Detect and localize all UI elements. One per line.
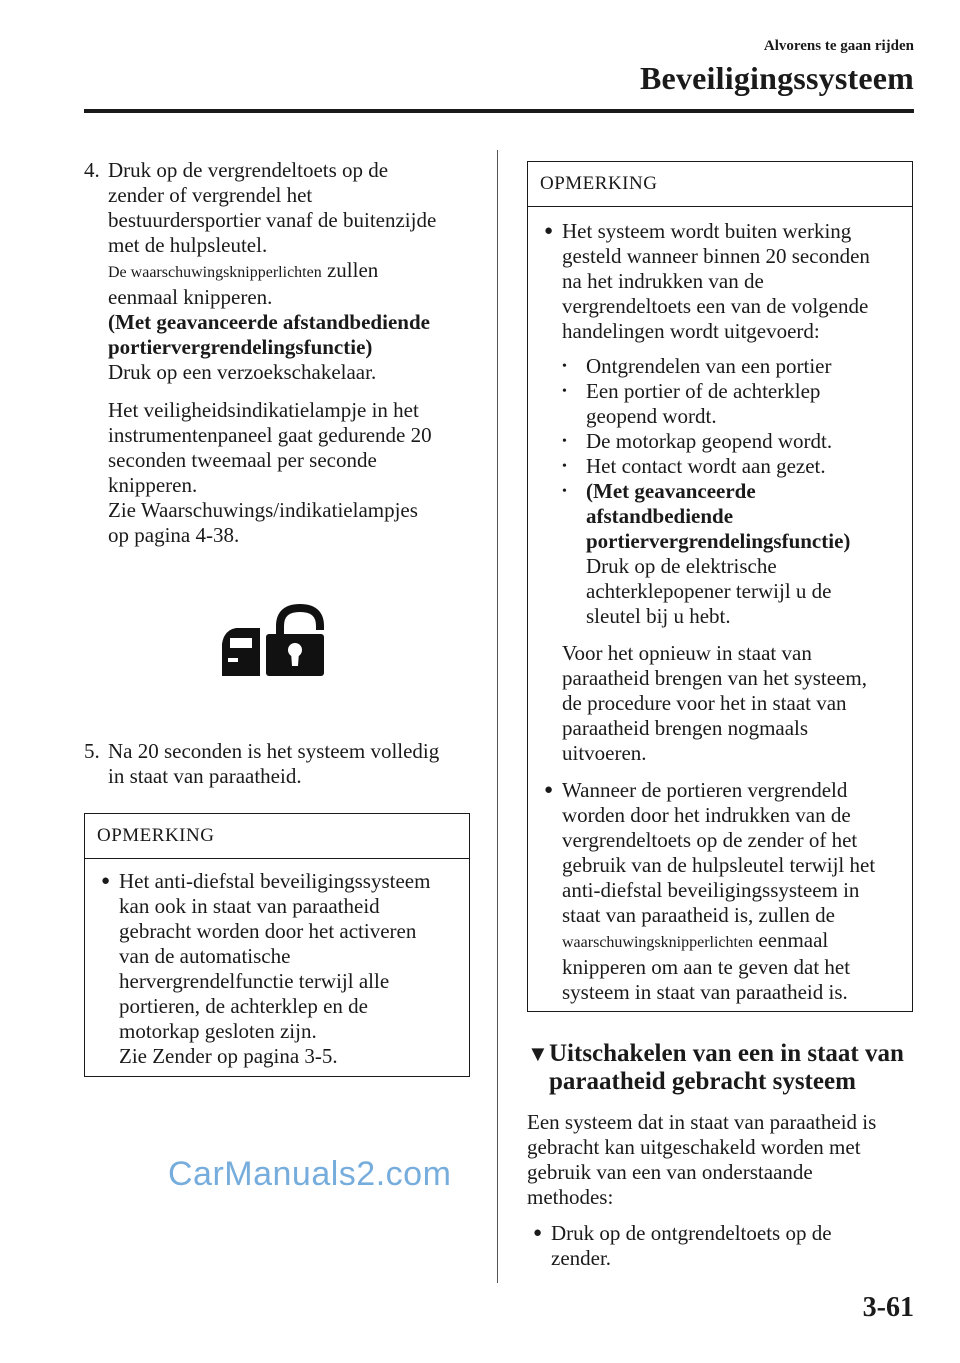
triangle-marker-icon: ▼ — [527, 1041, 549, 1066]
small-text: waarschuwingsknipperlichten — [562, 934, 754, 951]
note-bold-line: (Met geavanceerde — [586, 479, 756, 503]
note-line: Wanneer de portieren vergrendeld — [562, 778, 848, 802]
method-list — [527, 1221, 917, 1271]
note-line: De motorkap geopend wordt. — [586, 429, 833, 453]
note-bold-line: portiervergrendelingsfunctie) — [586, 529, 851, 553]
note-body — [528, 207, 912, 1005]
note-bold-line: afstandbediende — [586, 504, 734, 528]
step-4-para: Zie Waarschuwings/indikatielampjes — [108, 498, 418, 522]
intro-line: methodes: — [527, 1185, 614, 1209]
step-4-number: 4. — [84, 158, 100, 182]
note-box-left — [84, 813, 470, 1077]
note-sub-item — [562, 429, 902, 454]
page-number: 3-61 — [862, 1292, 914, 1323]
header-rule — [84, 109, 914, 113]
step-5-line: in staat van paraatheid. — [108, 764, 302, 788]
car-lock-icon — [220, 604, 330, 680]
note-line: worden door het indrukken van de — [562, 803, 851, 827]
note-heading: OPMERKING — [528, 162, 912, 207]
note-bullet-item — [538, 219, 902, 766]
section-heading — [527, 1040, 927, 1096]
note-line: Het systeem wordt buiten werking — [562, 219, 852, 243]
note-line: uitvoeren. — [562, 741, 647, 765]
note-line: portieren, de achterklep en de — [119, 994, 368, 1018]
bullet-icon: ● — [544, 782, 554, 798]
note-line: staat van paraatheid is, zullen de — [562, 903, 835, 927]
bullet-icon: ● — [544, 223, 554, 239]
note-line: gebruik van de hulpsleutel terwijl het — [562, 853, 876, 877]
note-heading: OPMERKING — [85, 814, 469, 859]
step-4-line: zender of vergrendel het — [108, 183, 313, 207]
note-line: Het contact wordt aan gezet. — [586, 454, 826, 478]
small-text: De waarschuwingsknipperlichten — [108, 264, 322, 281]
note-line: paraatheid brengen nogmaals — [562, 716, 809, 740]
step-4-para: op pagina 4-38. — [108, 523, 240, 547]
note-line: achterklepopener terwijl u de — [586, 579, 832, 603]
note-line: Druk op de elektrische — [586, 554, 777, 578]
note-line: van de automatische — [119, 944, 291, 968]
text: zullen — [321, 258, 379, 282]
note-sub-item — [562, 454, 902, 479]
note-line: sleutel bij u hebt. — [586, 604, 731, 628]
note-line: vergrendeltoets op de zender of het — [562, 828, 858, 852]
note-line: Het anti-diefstal beveiligingssysteem — [119, 869, 431, 893]
note-line: de procedure voor het in staat van — [562, 691, 847, 715]
step-5-number: 5. — [84, 739, 100, 763]
note-line: gebracht worden door het activeren — [119, 919, 417, 943]
note-line: motorkap gesloten zijn. — [119, 1019, 317, 1043]
note-line: na het indrukken van de — [562, 269, 764, 293]
note-line: knipperen om aan te geven dat het — [562, 955, 851, 979]
note-line: Ontgrendelen van een portier — [586, 354, 832, 378]
note-bullet-item — [538, 778, 902, 1005]
note-line: handelingen wordt uitgevoerd: — [562, 319, 820, 343]
note-line: anti-diefstal beveiligingssysteem in — [562, 878, 860, 902]
watermark-logo: CarManuals2.com — [168, 1155, 452, 1193]
note-line: gesteld wanneer binnen 20 seconden — [562, 244, 870, 268]
step-5-line: Na 20 seconden is het systeem volledig — [108, 739, 440, 763]
text: eenmaal — [753, 928, 829, 952]
intro-line: Een systeem dat in staat van paraatheid is — [527, 1110, 877, 1134]
note-line: geopend wordt. — [586, 404, 717, 428]
method-line: Druk op de ontgrendeltoets op de — [551, 1221, 832, 1245]
note-body — [85, 859, 469, 1069]
note-line: paraatheid brengen van het systeem, — [562, 666, 867, 690]
sub-bullet-icon: • — [562, 459, 567, 474]
note-bullet-item — [95, 869, 459, 1069]
step-4-bold-line: portiervergrendelingsfunctie) — [108, 335, 373, 359]
note-line: hervergrendelfunctie terwijl alle — [119, 969, 390, 993]
step-4-line — [108, 258, 478, 285]
step-4-line: Druk op een verzoekschakelaar. — [108, 360, 377, 384]
section-intro — [527, 1110, 917, 1210]
step-4-line: met de hulpsleutel. — [108, 233, 268, 257]
note-box-right — [527, 161, 913, 1012]
note-sub-item — [562, 479, 902, 629]
note-line: Zie Zender op pagina 3-5. — [119, 1044, 338, 1068]
step-4-line: Druk op de vergrendeltoets op de — [108, 158, 389, 182]
sub-bullet-icon: • — [562, 384, 567, 399]
method-line: zender. — [551, 1246, 612, 1270]
step-4-body — [108, 158, 478, 548]
sub-bullet-icon: • — [562, 484, 567, 499]
sub-bullet-icon: • — [562, 359, 567, 374]
bullet-icon: ● — [101, 873, 111, 889]
intro-line: gebruik van een van onderstaande — [527, 1160, 813, 1184]
note-line — [562, 928, 902, 955]
step-5-body — [108, 739, 478, 789]
step-4-line: bestuurdersportier vanaf de buitenzijde — [108, 208, 437, 232]
step-4-bold-line: (Met geavanceerde afstandbediende — [108, 310, 430, 334]
header-section-label: Alvorens te gaan rijden — [763, 38, 914, 54]
method-item — [527, 1221, 917, 1271]
step-4-line: eenmaal knipperen. — [108, 285, 273, 309]
note-line: systeem in staat van paraatheid is. — [562, 980, 848, 1004]
step-4-para: instrumentenpaneel gaat gedurende 20 — [108, 423, 432, 447]
note-sub-item — [562, 354, 902, 379]
note-line: kan ook in staat van paraatheid — [119, 894, 380, 918]
step-4-para: Het veiligheidsindikatielampje in het — [108, 398, 419, 422]
section-title-line: Uitschakelen van een in staat van — [549, 1040, 904, 1067]
note-line: Een portier of de achterklep — [586, 379, 821, 403]
note-sub-item — [562, 379, 902, 429]
bullet-icon: ● — [533, 1225, 543, 1241]
note-line: Voor het opnieuw in staat van — [562, 641, 812, 665]
step-4-para: knipperen. — [108, 473, 198, 497]
page-title: Beveiligingssysteem — [640, 60, 914, 96]
column-divider — [497, 150, 498, 1283]
sub-bullet-icon: • — [562, 434, 567, 449]
note-line: vergrendeltoets een van de volgende — [562, 294, 869, 318]
step-4-para: seconden tweemaal per seconde — [108, 448, 377, 472]
intro-line: gebracht kan uitgeschakeld worden met — [527, 1135, 861, 1159]
section-title-line: paraatheid gebracht systeem — [549, 1068, 856, 1095]
